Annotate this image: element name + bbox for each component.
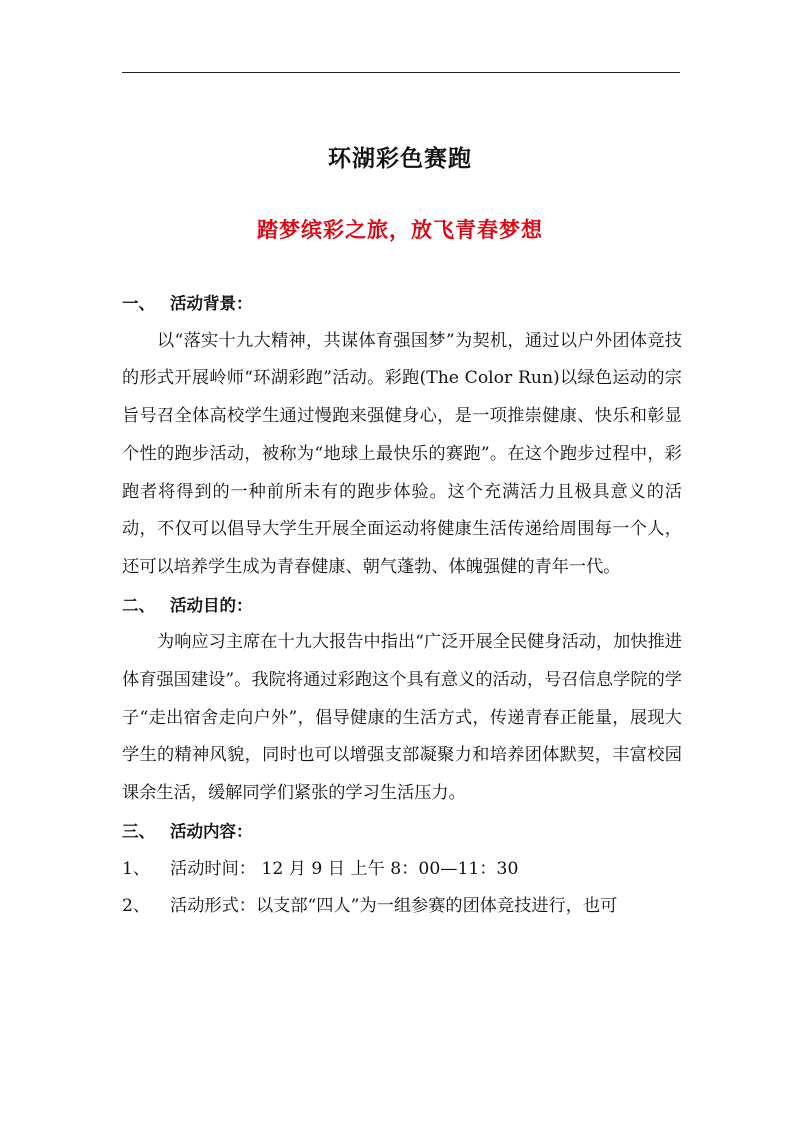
section-heading-text: 活动背景： [170, 294, 253, 313]
section-heading-background [122, 285, 682, 323]
item-number: 2、 [122, 896, 151, 917]
header-rule [122, 72, 680, 73]
item-number: 1、 [122, 858, 151, 879]
document-body [122, 285, 682, 926]
document-subtitle: 踏梦缤彩之旅，放飞青春梦想 [257, 218, 543, 242]
section-heading-content [122, 813, 682, 851]
list-item-time [122, 851, 682, 889]
item-text: 活动形式：以支部“四人”为一组参赛的团体竞技进行，也可 [170, 896, 618, 917]
section-heading-purpose [122, 587, 682, 625]
item-text: 活动时间： 12 月 9 日 上午 8：00—11：30 [170, 858, 519, 879]
document-title: 环湖彩色赛跑 [328, 146, 472, 172]
list-item-format [122, 888, 682, 926]
section-number: 三、 [122, 821, 155, 841]
section-heading-text: 活动内容： [170, 821, 253, 841]
section-number: 一、 [122, 294, 155, 313]
background-paragraph: 以“落实十九大精神，共谋体育强国梦”为契机，通过以户外团体竞技的形式开展岭师“环湖彩跑”活动。彩跑(The Color Run)以绿色运动的宗旨号召全体高校学生通过慢跑来强健身心，是一项推崇健康、快乐和彰显个性的跑步活动，被称为“地球上最快乐的赛跑”。在这个跑步过程中，彩跑者将得到的一种前所未有的跑步体验。这个充满活力且极具意义的活动，不仅可以倡导大学生开展全面运动将健康生活传递给周围每一个人，还可以培养学生成为青春健康、朝气蓬勃、体魄强健的青年一代。 [122, 330, 682, 577]
section-number: 二、 [122, 595, 155, 615]
purpose-paragraph: 为响应习主席在十九大报告中指出“广泛开展全民健身活动，加快推进体育强国建设”。我院将通过彩跑这个具有意义的活动，号召信息学院的学子“走出宿舍走向户外”，倡导健康的生活方式，传递青春正能量，展现大学生的精神风貌，同时也可以增强支部凝聚力和培养团体默契，丰富校园课余生活，缓解同学们紧张的学习生活压力。 [122, 632, 682, 804]
section-heading-text: 活动目的： [170, 595, 253, 615]
